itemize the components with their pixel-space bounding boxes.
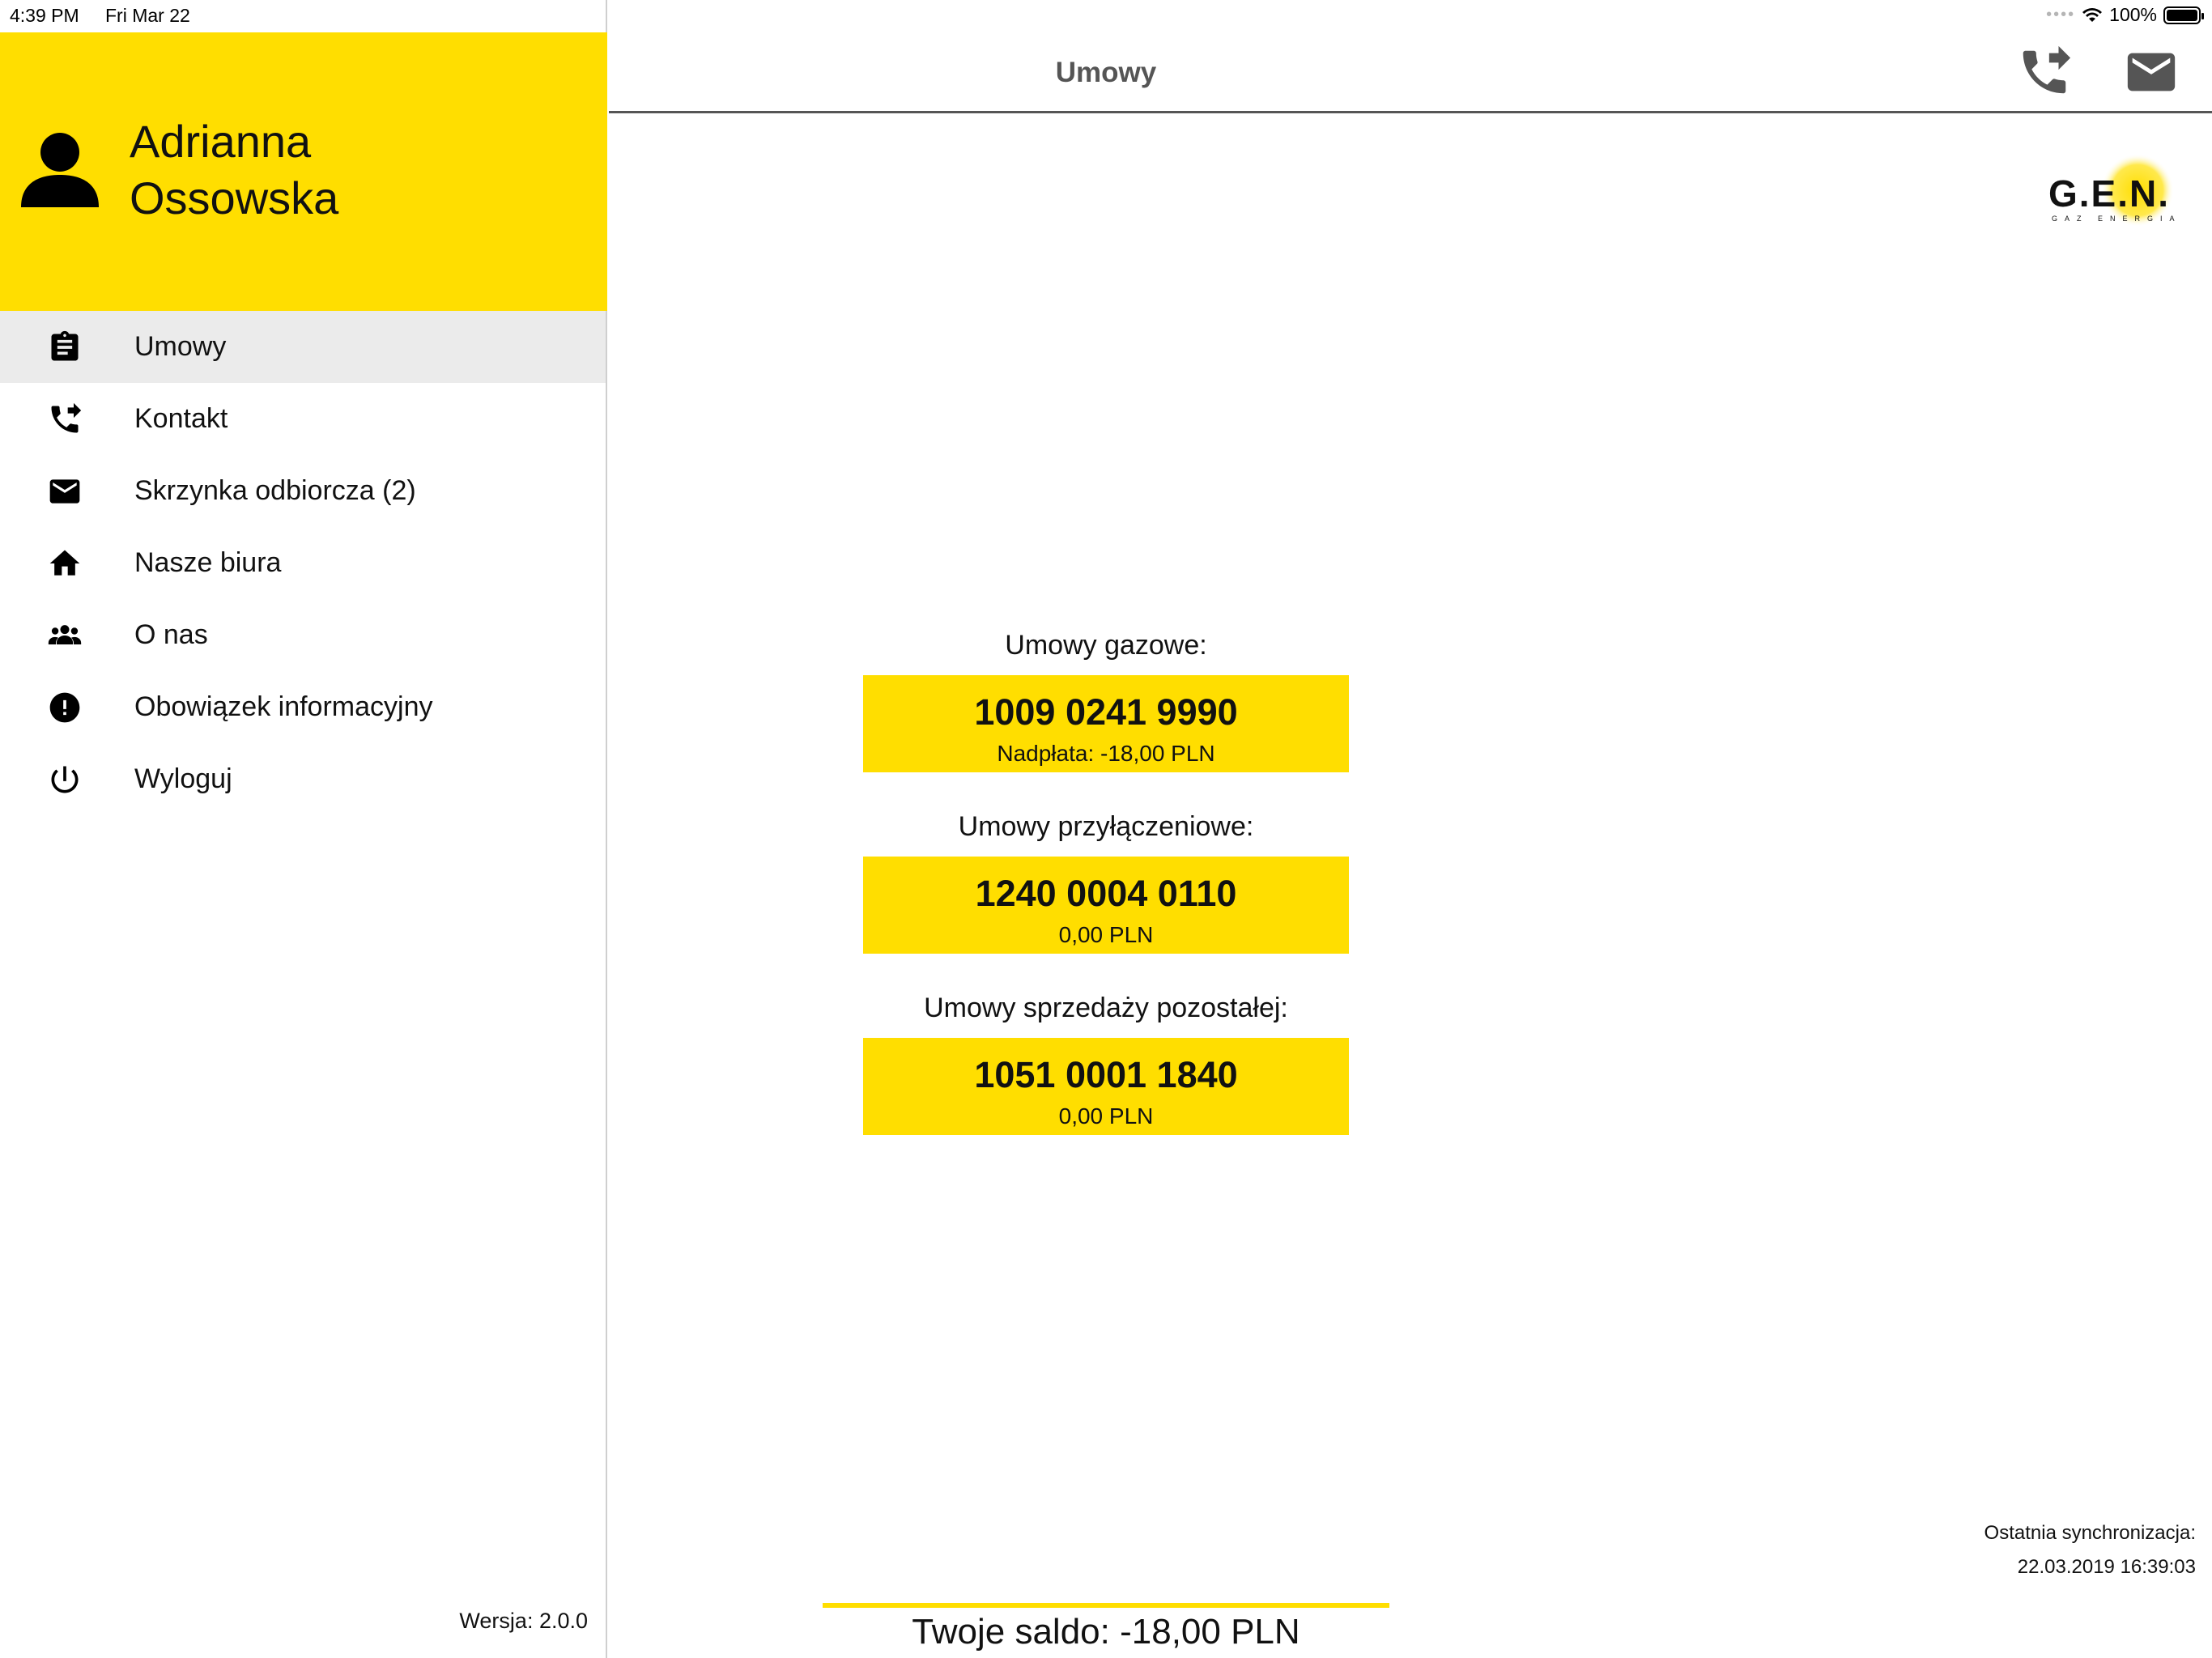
sidebar-item-logout[interactable]: [0, 743, 606, 815]
contracts-list: [863, 615, 1349, 1159]
logo-graphic: [2040, 150, 2194, 239]
gen-logo: [2040, 150, 2194, 239]
sync-timestamp: 22.03.2019 16:39:03: [2017, 1556, 2196, 1578]
alert-circle-icon: [47, 690, 83, 725]
sidebar-item-umowy[interactable]: [0, 311, 606, 383]
page-title: Umowy: [1055, 57, 1157, 88]
section-label-gas: Umowy gazowe:: [1005, 630, 1207, 661]
battery-percent: 100%: [2109, 4, 2157, 25]
top-bar: [609, 32, 2212, 113]
contract-number: 1009 0241 9990: [974, 691, 1238, 733]
wifi-icon: [2082, 7, 2103, 23]
contract-balance: 0,00 PLN: [1058, 1103, 1154, 1129]
status-date: Fri Mar 22: [105, 5, 190, 26]
mail-icon: [2123, 44, 2180, 100]
sidebar-item-label: Umowy: [134, 331, 227, 362]
sync-label: Ostatnia synchronizacja:: [1984, 1522, 2196, 1544]
logo-text: G.E.N.: [2048, 172, 2171, 215]
power-icon: [47, 762, 83, 797]
mail-icon: [47, 474, 83, 509]
signal-icon: ••••: [2046, 6, 2076, 23]
contract-balance: 0,00 PLN: [1058, 922, 1154, 947]
group-icon: [47, 618, 83, 653]
contract-card-gas[interactable]: [863, 675, 1349, 772]
saldo-divider: [823, 1603, 1389, 1608]
contract-balance: Nadpłata: -18,00 PLN: [997, 741, 1215, 766]
section-label-other-sales: Umowy sprzedaży pozostałej:: [924, 993, 1288, 1023]
profile-header: [0, 32, 607, 311]
contract-number: 1051 0001 1840: [974, 1054, 1238, 1095]
sync-info: [1984, 1516, 2196, 1584]
sidebar-menu: [0, 311, 606, 815]
sidebar-item-inbox[interactable]: [0, 455, 606, 527]
contact-button[interactable]: [2016, 44, 2073, 100]
contract-card-connection[interactable]: [863, 857, 1349, 954]
battery-icon: [2163, 6, 2201, 24]
sidebar-item-kontakt[interactable]: [0, 383, 606, 455]
sidebar-item-label: Nasze biura: [134, 547, 282, 578]
sidebar-item-label: Kontakt: [134, 403, 228, 434]
phone-forward-icon: [2016, 44, 2073, 100]
sidebar-item-about[interactable]: [0, 599, 606, 671]
sidebar: [0, 0, 607, 1658]
balance-summary: Twoje saldo: -18,00 PLN: [912, 1612, 1300, 1652]
logo-subtext: GAZ ENERGIA: [2052, 215, 2182, 223]
status-indicators: [2046, 4, 2201, 26]
sidebar-item-label: Wyloguj: [134, 763, 232, 794]
sidebar-item-information-duty[interactable]: [0, 671, 606, 743]
contract-number: 1240 0004 0110: [975, 873, 1237, 914]
sidebar-item-offices[interactable]: [0, 527, 606, 599]
sidebar-item-label: Obowiązek informacyjny: [134, 691, 433, 722]
status-bar: [0, 0, 2212, 32]
phone-forward-icon: [47, 402, 83, 437]
clipboard-icon: [47, 329, 83, 365]
user-last-name: Ossowska: [130, 172, 339, 223]
home-icon: [47, 546, 83, 581]
section-label-connection: Umowy przyłączeniowe:: [958, 811, 1254, 842]
inbox-button[interactable]: [2123, 44, 2180, 100]
status-time: 4:39 PM: [10, 5, 79, 26]
app-version: Wersja: 2.0.0: [459, 1609, 588, 1633]
user-first-name: Adrianna: [130, 116, 312, 167]
contract-card-other-sales[interactable]: [863, 1038, 1349, 1135]
user-name: [130, 113, 583, 227]
sidebar-item-label: Skrzynka odbiorcza (2): [134, 475, 416, 506]
person-icon: [19, 130, 100, 210]
sidebar-item-label: O nas: [134, 619, 208, 650]
